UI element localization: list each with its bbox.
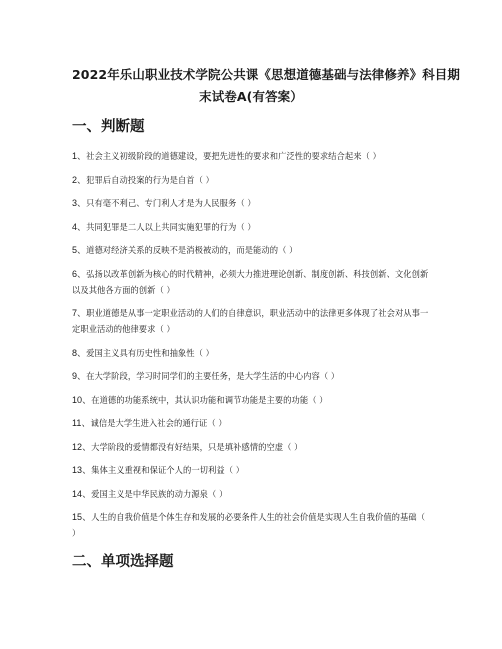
section-heading-true-false: 一、判断题 xyxy=(72,119,145,135)
question-item xyxy=(72,148,430,164)
question-number: 1、 xyxy=(72,151,87,161)
question-number: 9、 xyxy=(72,371,87,381)
question-text: 诚信是大学生进入社会的通行证（ ） xyxy=(90,418,227,428)
question-text: 爱国主义是中华民族的动力源泉（ ） xyxy=(91,488,228,499)
question-number: 10、 xyxy=(72,394,92,405)
question-text: 只有毫不利己、专门利人才是为人民服务（ ） xyxy=(86,198,256,208)
question-item xyxy=(72,219,430,235)
question-text: 弘扬以改革创新为核心的时代精神，必须大力推进理论创新、制度创新、科技创新、文化创新以及其他各方面的创新（ ） xyxy=(72,268,429,295)
question-item xyxy=(72,368,430,384)
question-item xyxy=(72,242,430,258)
question-item xyxy=(72,439,430,455)
question-text: 在道德的功能系统中，其认识功能和调节功能是主要的功能（ ） xyxy=(91,394,328,405)
question-text: 道德对经济关系的反映不是消极被动的，而是能动的（ ） xyxy=(86,245,298,255)
section-heading-single-choice: 二、单项选择题 xyxy=(72,554,174,570)
question-item xyxy=(72,509,430,541)
question-item xyxy=(72,392,430,408)
question-list xyxy=(72,148,430,541)
question-item xyxy=(72,486,430,502)
question-number: 8、 xyxy=(72,347,87,358)
question-number: 12、 xyxy=(72,441,92,452)
question-item xyxy=(72,266,430,298)
document-title xyxy=(72,0,460,108)
question-number: 6、 xyxy=(72,268,87,279)
question-text: 社会主义初级阶段的道德建设，要把先进性的要求和广泛性的要求结合起来（ ） xyxy=(86,151,381,161)
question-text: 犯罪后自动投案的行为是自首（ ） xyxy=(86,174,215,185)
question-number: 13、 xyxy=(72,465,92,475)
question-number: 11、 xyxy=(72,418,91,428)
question-item xyxy=(72,172,430,188)
question-text: 大学阶段的爱情都没有好结果，只是填补感情的空虚（ ） xyxy=(91,441,303,452)
question-item xyxy=(72,345,430,361)
question-number: 15、 xyxy=(72,512,92,522)
question-text: 爱国主义具有历史性和抽象性（ ） xyxy=(86,347,215,358)
question-item xyxy=(72,195,430,211)
question-text: 职业道德是从事一定职业活动的人们的自律意识，职业活动中的法律更多体现了社会对从事一定职业活动的他律要求（ ） xyxy=(72,308,429,334)
question-text: 人生的自我价值是个体生存和发展的必要条件人生的社会价值是实现人生自我价值的基础（ ） xyxy=(72,512,426,538)
question-text: 共同犯罪是二人以上共同实施犯罪的行为（ ） xyxy=(86,221,256,232)
question-number: 14、 xyxy=(72,488,92,499)
question-item xyxy=(72,305,430,337)
question-number: 7、 xyxy=(72,308,87,318)
question-number: 2、 xyxy=(72,174,87,185)
question-number: 3、 xyxy=(72,198,87,208)
document-title-line-2: 末试卷A(有答案） xyxy=(199,89,303,104)
question-item xyxy=(72,415,430,431)
document-title-line-1: 2022年乐山职业技术学院公共课《思想道德基础与法律修养》科目期 xyxy=(72,67,460,82)
question-number: 4、 xyxy=(72,221,87,232)
question-text: 在大学阶段，学习时同学们的主要任务，是大学生活的中心内容（ ） xyxy=(86,371,340,381)
question-text: 集体主义重视和保证个人的一切利益（ ） xyxy=(91,465,245,475)
question-number: 5、 xyxy=(72,245,87,255)
question-item xyxy=(72,462,430,478)
